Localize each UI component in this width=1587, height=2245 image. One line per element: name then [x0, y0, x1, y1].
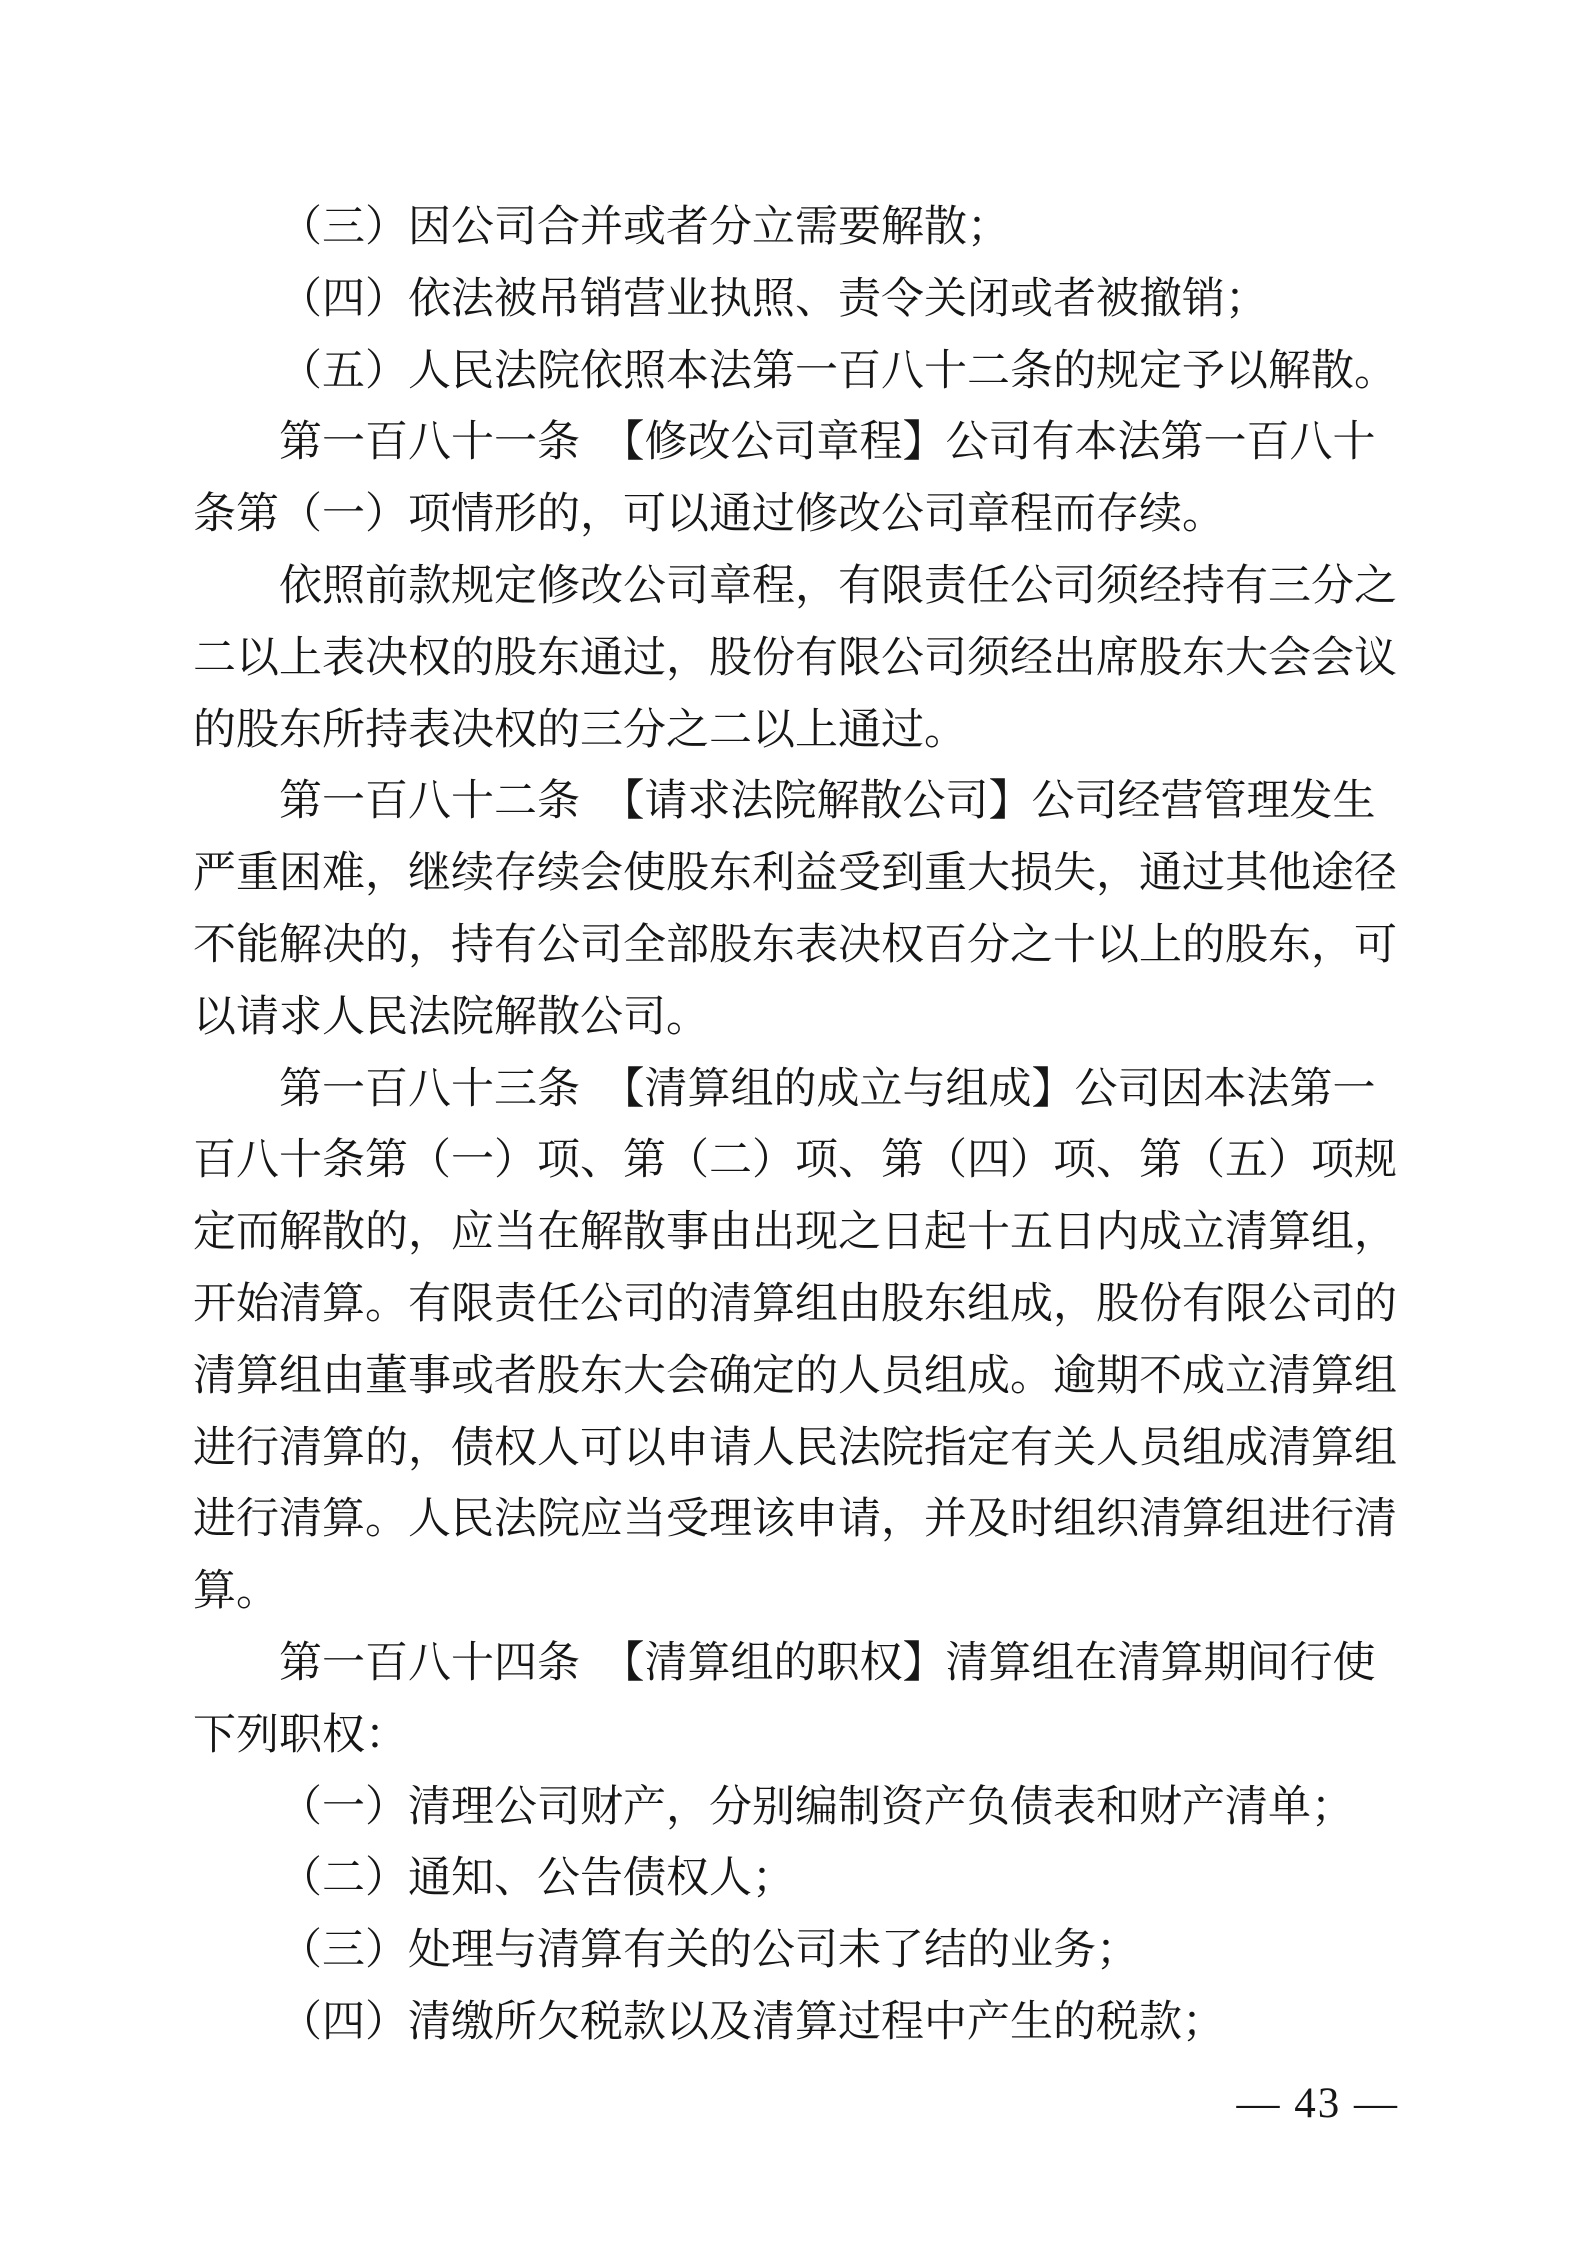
text-line: 第一百八十一条 【修改公司章程】公司有本法第一百八十	[279, 419, 1376, 467]
text-line: （三）处理与清算有关的公司未了结的业务；	[279, 1927, 1139, 1975]
body-text	[193, 192, 1409, 2059]
text-line: （四）依法被吊销营业执照、责令关闭或者被撤销；	[279, 275, 1268, 323]
text-line: （二）通知、公告债权人；	[279, 1855, 795, 1903]
text-line: （四）清缴所欠税款以及清算过程中产生的税款；	[279, 1998, 1225, 2046]
text-line: 的股东所持表决权的三分之二以上通过。	[193, 706, 967, 754]
text-line: 严重困难，继续存续会使股东利益受到重大损失，通过其他途径	[193, 850, 1397, 898]
text-line: 第一百八十三条 【清算组的成立与组成】公司因本法第一	[279, 1065, 1376, 1113]
text-line: 算。	[193, 1568, 279, 1616]
text-line: （五）人民法院依照本法第一百八十二条的规定予以解散。	[279, 347, 1397, 395]
text-line: 二以上表决权的股东通过，股份有限公司须经出席股东大会会议	[193, 634, 1397, 682]
text-line: 下列职权：	[193, 1711, 408, 1759]
text-line: 不能解决的，持有公司全部股东表决权百分之十以上的股东，可	[193, 921, 1397, 969]
text-line: 第一百八十四条 【清算组的职权】清算组在清算期间行使	[279, 1639, 1376, 1687]
text-line: （一）清理公司财产，分别编制资产负债表和财产清单；	[279, 1783, 1354, 1831]
text-line: 进行清算的，债权人可以申请人民法院指定有关人员组成清算组	[193, 1424, 1397, 1472]
page-number: — 43 —	[1236, 2080, 1399, 2127]
text-line: 百八十条第（一）项、第（二）项、第（四）项、第（五）项规	[193, 1137, 1397, 1185]
text-line: 定而解散的，应当在解散事由出现之日起十五日内成立清算组，	[193, 1209, 1397, 1257]
text-line: 条第（一）项情形的，可以通过修改公司章程而存续。	[193, 491, 1225, 539]
text-line: 第一百八十二条 【请求法院解散公司】公司经营管理发生	[279, 778, 1376, 826]
text-line: 以请求人民法院解散公司。	[193, 993, 709, 1041]
text-line: 清算组由董事或者股东大会确定的人员组成。逾期不成立清算组	[193, 1352, 1397, 1400]
text-line: （三）因公司合并或者分立需要解散；	[279, 204, 1010, 251]
text-line: 依照前款规定修改公司章程，有限责任公司须经持有三分之	[279, 562, 1397, 610]
text-line: 开始清算。有限责任公司的清算组由股东组成，股份有限公司的	[193, 1280, 1397, 1328]
text-line: 进行清算。人民法院应当受理该申请，并及时组织清算组进行清	[193, 1496, 1397, 1544]
